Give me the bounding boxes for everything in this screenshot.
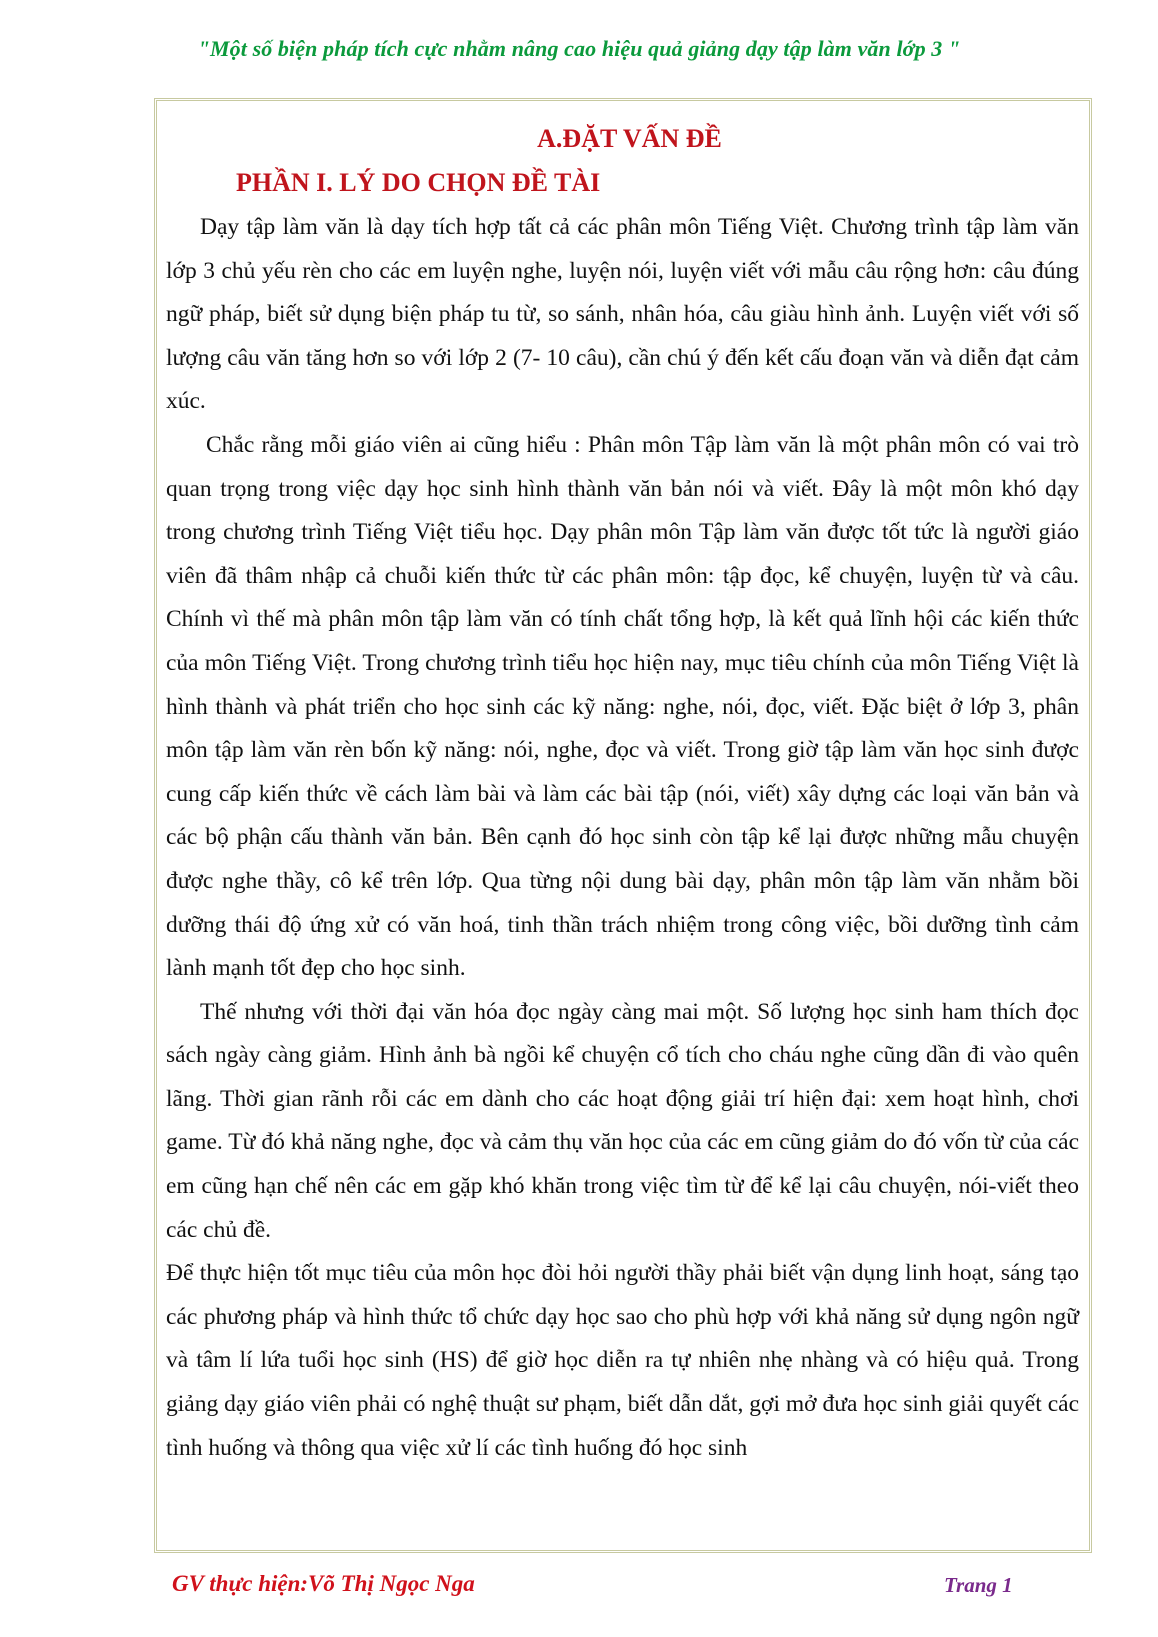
paragraph-4: Để thực hiện tốt mục tiêu của môn học đòi hỏi người thầy phải biết vận dụng linh hoạt, sáng tạo các phương pháp và hình thức tổ chức dạy học sao cho phù hợp với khả năng sử dụng ngôn ngữ và tâm lí lứa tuổi học sinh (HS) để giờ học diễn ra tự nhiên nhẹ nhàng và có hiệu quả. Trong giảng dạy giáo viên phải có nghệ thuật sư phạm, biết dẫn dắt, gợi mở đưa học sinh giải quyết các tình huống và thông qua việc xử lí các tình huống đó học sinh: [166, 1260, 1079, 1461]
page-number: Trang 1: [944, 1573, 1013, 1597]
paragraph-2: Chắc rằng mỗi giáo viên ai cũng hiểu : Phân môn Tập làm văn là một phân môn có vai trò quan trọng trong việc dạy học sinh hình thành văn bản nói và viết. Đây là một môn khó dạy trong chương trình Tiếng Việt tiểu học. Dạy phân môn Tập làm văn được tốt tức là người giáo viên đã thâm nhập cả chuỗi kiến thức từ các phân môn: tập đọc, kể chuyện, luyện từ và câu. Chính vì thế mà phân môn tập làm văn có tính chất tổng hợp, là kết quả lĩnh hội các kiến thức của môn Tiếng Việt. Trong chương trình tiểu học hiện nay, mục tiêu chính của môn Tiếng Việt là hình thành và phát triển cho học sinh các kỹ năng: nghe, nói, đọc, viết. Đặc biệt ở lớp 3, phân môn tập làm văn rèn bốn kỹ năng: nói, nghe, đọc và viết. Trong giờ tập làm văn học sinh được cung cấp kiến thức về cách làm bài và làm các bài tập (nói, viết) xây dựng các loại văn bản và các bộ phận cấu thành văn bản. Bên cạnh đó học sinh còn tập kể lại được những mẫu chuyện được nghe thầy, cô kể trên lớp. Qua từng nội dung bài dạy, phân môn tập làm văn nhằm bồi dưỡng thái độ ứng xử có văn hoá, tinh thần trách nhiệm trong công việc, bồi dưỡng tình cảm lành mạnh tốt đẹp cho học sinh.: [166, 431, 1079, 982]
paragraph-1: Dạy tập làm văn là dạy tích hợp tất cả các phân môn Tiếng Việt. Chương trình tập làm văn lớp 3 chủ yếu rèn cho các em luyện nghe, luyện nói, luyện viết với mẫu câu rộng hơn: câu đúng ngữ pháp, biết sử dụng biện pháp tu từ, so sánh, nhân hóa, câu giàu hình ảnh. Luyện viết với số lượng câu văn tăng hơn so với lớp 2 (7- 10 câu), cần chú ý đến kết cấu đoạn văn và diễn đạt cảm xúc.: [166, 214, 1079, 415]
part-title: PHẦN I. LÝ DO CHỌN ĐỀ TÀI: [236, 168, 601, 197]
footer-author: GV thực hiện:Võ Thị Ngọc Nga: [172, 1571, 475, 1596]
paragraph-3: Thế nhưng với thời đại văn hóa đọc ngày càng mai một. Số lượng học sinh ham thích đọc sách ngày càng giảm. Hình ảnh bà ngồi kể chuyện cổ tích cho cháu nghe cũng dần đi vào quên lãng. Thời gian rãnh rỗi các em dành cho các hoạt động giải trí hiện đại: xem hoạt hình, chơi game. Từ đó khả năng nghe, đọc và cảm thụ văn học của các em cũng giảm do đó vốn từ của các em cũng hạn chế nên các em gặp khó khăn trong việc tìm từ để kể lại câu chuyện, nói-viết theo các chủ đề.: [166, 998, 1079, 1243]
section-title: A.ĐẶT VẤN ĐỀ: [537, 124, 722, 153]
document-header-title: "Một số biện pháp tích cực nhằm nâng cao hiệu quả giảng dạy tập làm văn lớp 3 ": [197, 36, 961, 61]
document-body: [166, 122, 1079, 1470]
